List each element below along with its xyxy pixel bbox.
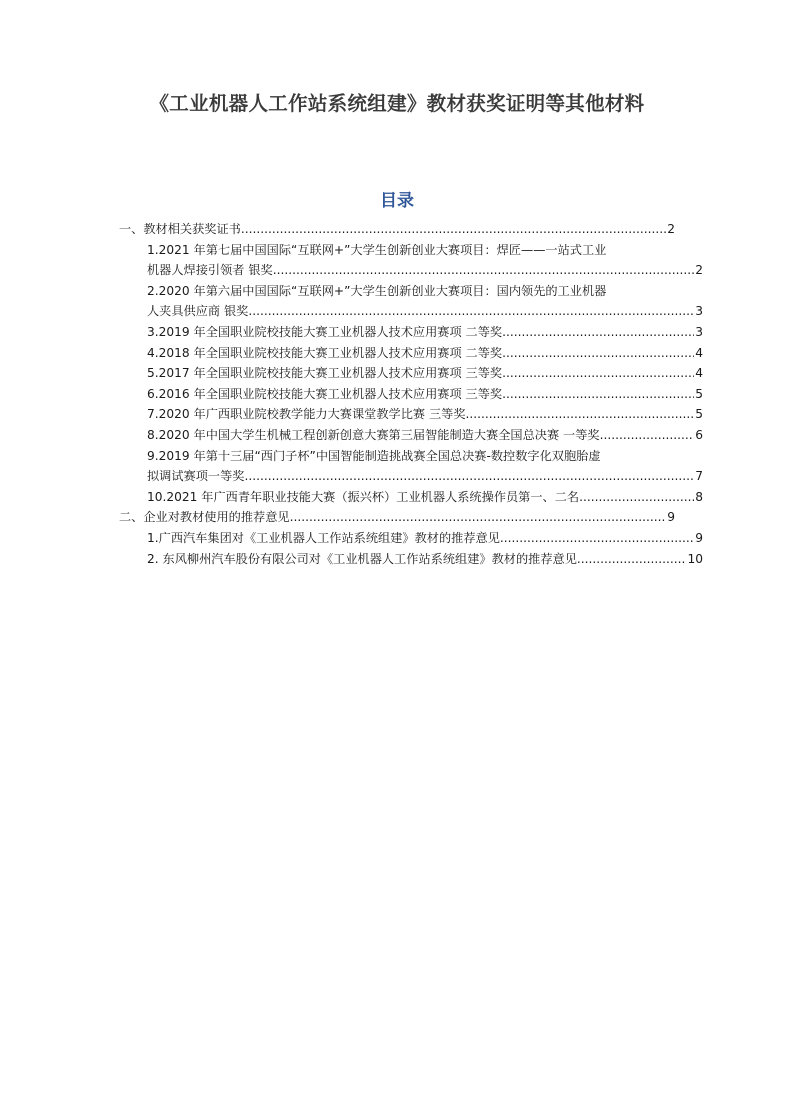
toc-dot-leader [273, 260, 694, 281]
toc-entry-label: 二、企业对教材使用的推荐意见 [119, 510, 290, 525]
toc-entry-label-line-2: 人夹具供应商 银奖 [147, 304, 249, 319]
toc-page-number: 7 [695, 469, 703, 484]
toc-page-number: 4 [695, 366, 703, 381]
toc-dot-leader [241, 219, 666, 240]
toc-entry-award-9[interactable] [119, 446, 703, 487]
toc-page-number: 2 [695, 263, 703, 278]
toc-page-number: 5 [695, 386, 703, 401]
toc-page-number: 3 [695, 324, 703, 339]
toc-entry-section-1[interactable] [119, 219, 675, 240]
toc-entry-label: 6.2016 年全国职业院校技能大赛工业机器人技术应用赛项 三等奖 [147, 386, 503, 401]
document-title: 《工业机器人工作站系统组建》教材获奖证明等其他材料 [149, 92, 645, 115]
toc-entry-label-line-1: 2.2020 年第六届中国国际“互联网+”大学生创新创业大赛项目：国内领先的工业机器 [147, 283, 607, 298]
toc-heading: 目录 [380, 191, 414, 211]
toc-entry-award-7[interactable] [119, 404, 703, 425]
toc-entry-label: 10.2021 年广西青年职业技能大赛（振兴杯）工业机器人系统操作员第一、二名 [147, 489, 580, 504]
toc-page-number: 6 [695, 427, 703, 442]
toc-entry-label: 8.2020 年中国大学生机械工程创新创意大赛第三届智能制造大赛全国总决赛 一等奖 [147, 427, 600, 442]
toc-dot-leader [502, 363, 694, 384]
toc-entry-section-2[interactable] [119, 507, 675, 528]
toc-dot-leader [500, 528, 694, 549]
toc-entry-award-10[interactable] [119, 487, 703, 508]
toc-entry-label: 5.2017 年全国职业院校技能大赛工业机器人技术应用赛项 三等奖 [147, 366, 503, 381]
toc-dot-leader [248, 301, 694, 322]
toc-dot-leader [245, 466, 695, 487]
toc-entry-award-6[interactable] [119, 384, 703, 405]
toc-dot-leader [502, 343, 694, 364]
toc-dot-leader [466, 404, 695, 425]
toc-page-number: 9 [667, 510, 675, 525]
toc-entry-recommendation-2[interactable] [119, 549, 703, 570]
toc-entry-label: 4.2018 年全国职业院校技能大赛工业机器人技术应用赛项 二等奖 [147, 345, 503, 360]
toc-entry-label: 1.广西汽车集团对《工业机器人工作站系统组建》教材的推荐意见 [147, 530, 500, 545]
toc-entry-recommendation-1[interactable] [119, 528, 703, 549]
toc-entry-award-4[interactable] [119, 343, 703, 364]
toc-entry-label-line-2: 拟调试赛项一等奖 [147, 469, 245, 484]
toc-entry-award-2[interactable] [119, 281, 703, 322]
toc-page-number: 2 [667, 222, 675, 236]
toc-page-number: 5 [695, 407, 703, 422]
toc-entry-award-8[interactable] [119, 425, 703, 446]
toc-page-number: 4 [695, 345, 703, 360]
table-of-contents [119, 219, 703, 569]
toc-page-number: 8 [695, 489, 703, 504]
toc-entry-award-5[interactable] [119, 363, 703, 384]
toc-page-number: 9 [695, 530, 703, 545]
toc-entry-label: 2. 东风柳州汽车股份有限公司对《工业机器人工作站系统组建》教材的推荐意见 [147, 551, 577, 566]
toc-dot-leader [577, 549, 687, 570]
toc-page-number: 10 [687, 551, 703, 566]
toc-entry-label: 一、教材相关获奖证书 [119, 222, 241, 236]
toc-page-number: 3 [695, 304, 703, 319]
toc-dot-leader [290, 507, 667, 528]
toc-dot-leader [600, 425, 695, 446]
toc-dot-leader [579, 487, 694, 508]
toc-entry-award-3[interactable] [119, 322, 703, 343]
toc-dot-leader [502, 322, 694, 343]
toc-entry-label: 7.2020 年广西职业院校教学能力大赛课堂教学比赛 三等奖 [147, 407, 466, 422]
toc-entry-label: 3.2019 年全国职业院校技能大赛工业机器人技术应用赛项 二等奖 [147, 324, 503, 339]
toc-entry-award-1[interactable] [119, 240, 703, 281]
toc-dot-leader [502, 384, 694, 405]
toc-entry-label-line-1: 1.2021 年第七届中国国际“互联网+”大学生创新创业大赛项目：焊匠——一站式工业 [147, 242, 607, 257]
toc-entry-label-line-1: 9.2019 年第十三届“西门子杯”中国智能制造挑战赛全国总决赛-数控数字化双胞胎虚 [147, 448, 601, 463]
toc-entry-label-line-2: 机器人焊接引领者 银奖 [147, 263, 273, 278]
